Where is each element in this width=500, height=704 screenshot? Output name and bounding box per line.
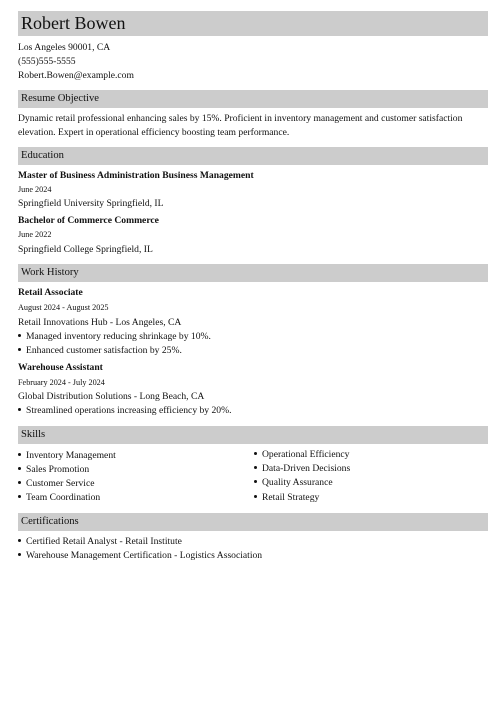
bullet-icon	[254, 466, 257, 469]
certification-item	[18, 549, 262, 562]
education-date: June 2024	[18, 185, 52, 194]
job-bullet-text: Enhanced customer satisfaction by 25%.	[26, 345, 182, 356]
bullet-icon	[254, 452, 257, 455]
job-dates: August 2024 - August 2025	[18, 303, 109, 312]
skill-text: Sales Promotion	[26, 464, 90, 475]
job-bullet	[18, 330, 211, 343]
job-company: Global Distribution Solutions - Long Beach, CA	[18, 391, 205, 402]
bullet-icon	[18, 553, 21, 556]
certification-text: Warehouse Management Certification - Logistics Association	[26, 550, 263, 561]
contact-address: Los Angeles 90001, CA	[18, 42, 111, 53]
section-header-objective	[18, 90, 488, 108]
section-title: Resume Objective	[21, 93, 99, 104]
skill-text: Customer Service	[26, 478, 95, 489]
skill-item	[18, 463, 89, 476]
job-bullet-text: Streamlined operations increasing efficiency by 20%.	[26, 405, 232, 416]
contact-phone: (555)555-5555	[18, 56, 76, 67]
contact-email: Robert.Bowen@example.com	[18, 70, 134, 81]
section-header-certifications	[18, 513, 488, 531]
education-school: Springfield College Springfield, IL	[18, 244, 153, 255]
skill-text: Operational Efficiency	[262, 449, 350, 460]
job-role: Retail Associate	[18, 287, 83, 298]
skill-item	[18, 477, 94, 490]
section-title: Skills	[21, 429, 46, 440]
section-header-education	[18, 147, 488, 165]
objective-text: Dynamic retail professional enhancing sales by 15%. Proficient in inventory management and customer satisfaction elevation. Expert in operational efficiency boosting team performance.	[18, 113, 463, 138]
bullet-icon	[18, 495, 21, 498]
certification-text: Certified Retail Analyst - Retail Institute	[26, 536, 182, 547]
job-bullet-text: Managed inventory reducing shrinkage by 10%.	[26, 331, 211, 342]
skill-item	[254, 462, 350, 475]
education-school: Springfield University Springfield, IL	[18, 198, 164, 209]
education-degree: Master of Business Administration Business Management	[18, 170, 254, 181]
skill-text: Team Coordination	[26, 492, 101, 503]
skill-item	[254, 476, 333, 489]
bullet-icon	[18, 453, 21, 456]
education-degree: Bachelor of Commerce Commerce	[18, 215, 159, 226]
section-header-skills	[18, 426, 488, 444]
skill-item	[254, 491, 319, 504]
section-title: Work History	[21, 267, 79, 278]
bullet-icon	[18, 348, 21, 351]
bullet-icon	[18, 467, 21, 470]
section-header-work	[18, 264, 488, 282]
bullet-icon	[254, 495, 257, 498]
bullet-icon	[254, 480, 257, 483]
section-title: Certifications	[21, 516, 79, 527]
certification-item	[18, 535, 182, 548]
section-title: Education	[21, 150, 64, 161]
bullet-icon	[18, 481, 21, 484]
candidate-name: Robert Bowen	[21, 13, 126, 33]
education-date: June 2022	[18, 230, 52, 239]
job-role: Warehouse Assistant	[18, 362, 103, 373]
job-dates: February 2024 - July 2024	[18, 378, 105, 387]
skill-text: Quality Assurance	[262, 477, 333, 488]
bullet-icon	[18, 539, 21, 542]
skill-item	[254, 448, 349, 461]
job-company: Retail Innovations Hub - Los Angeles, CA	[18, 317, 182, 328]
skill-text: Data-Driven Decisions	[262, 463, 351, 474]
bullet-icon	[18, 408, 21, 411]
skill-text: Inventory Management	[26, 450, 116, 461]
skill-item	[18, 491, 100, 504]
job-bullet	[18, 344, 182, 357]
skill-text: Retail Strategy	[262, 492, 320, 503]
skill-item	[18, 449, 116, 462]
name-header-bar	[18, 11, 488, 36]
bullet-icon	[18, 334, 21, 337]
job-bullet	[18, 404, 232, 417]
